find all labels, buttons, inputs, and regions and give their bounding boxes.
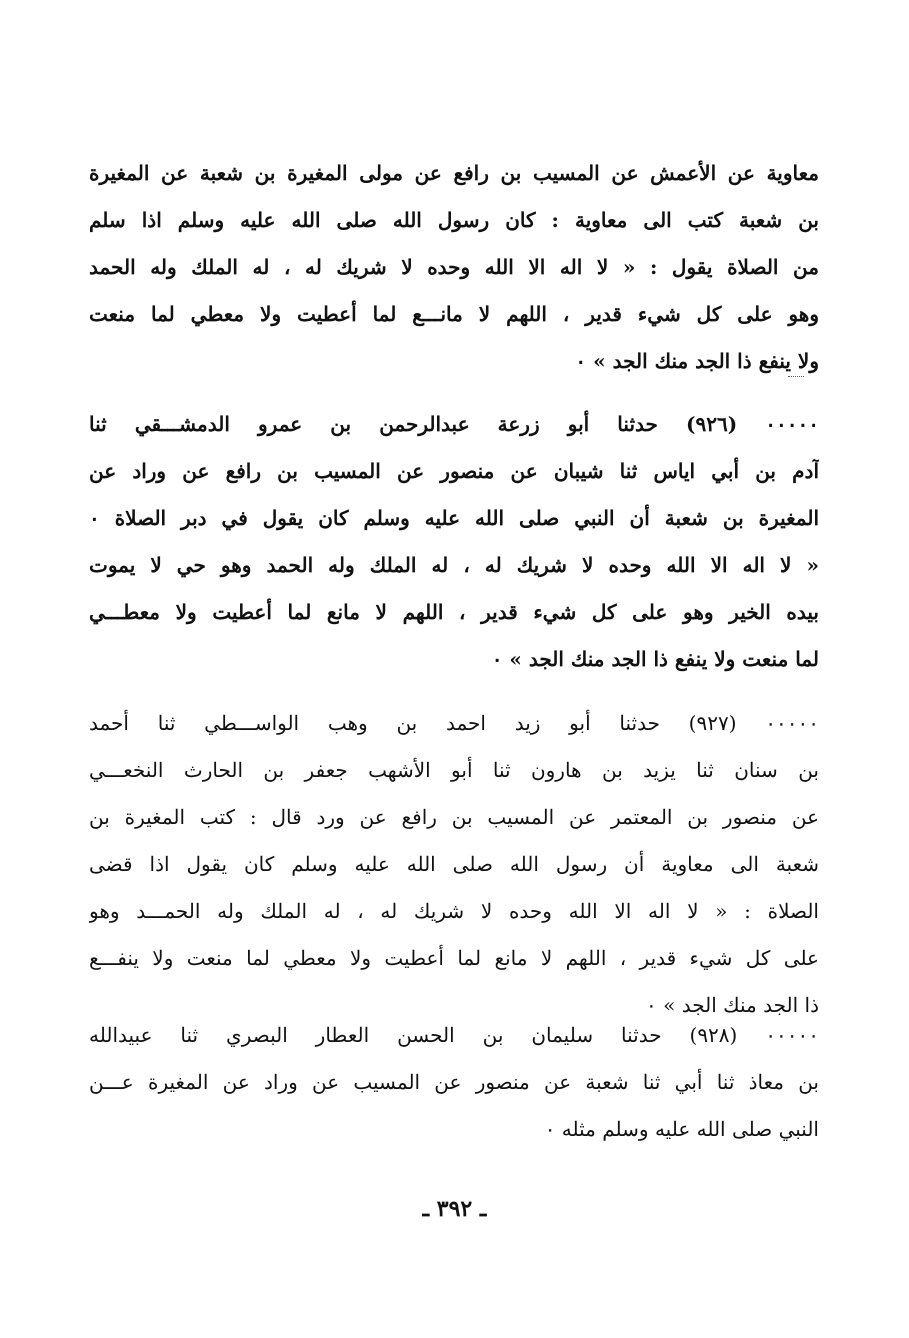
paragraph-line: معاوية عن الأعمش عن المسيب بن رافع عن مولى المغيرة بن شعبة عن المغيرة [89,161,819,185]
paragraph-line: ٠٠٠٠٠ (٩٢٦) حدثنا أبو زرعة عبدالرحمن بن عمرو الدمشـــقي ثنا [89,412,819,436]
paragraph-line: شعبة الى معاوية أن رسول الله صلى الله عليه وسلم كان يقول اذا قضى [89,852,819,876]
paragraph-line: الصلاة : « لا اله الا الله وحده لا شريك له ، له الملك وله الحمـــد وهو [89,899,819,923]
paragraph-4 [89,1012,819,1153]
paragraph-line: النبي صلى الله عليه وسلم مثله ٠ [544,1117,819,1141]
paragraph-line: ولا ينفع ذا الجد منك الجد » ٠ [575,349,819,373]
paragraph-line: عن منصور بن المعتمر عن المسيب بن رافع عن ورد قال : كتب المغيرة بن [89,805,819,829]
paragraph-3 [89,700,819,1029]
paragraph-line: ٠٠٠٠٠ (٩٢٨) حدثنا سليمان بن الحسن العطار البصري ثنا عبيدالله [89,1023,819,1047]
paragraph-line: بن شعبة كتب الى معاوية : كان رسول الله صلى الله عليه وسلم اذا سلم [89,208,819,232]
paragraph-line: ٠٠٠٠٠ (٩٢٧) حدثنا أبو زيد احمد بن وهب الواســـطي ثنا أحمد [89,711,819,735]
paragraph-line: « لا اله الا الله وحده لا شريك له ، له الملك وله الحمد وهو حي لا يموت [89,553,819,577]
paragraph-line: بن سنان ثنا يزيد بن هارون ثنا أبو الأشهب جعفر بن الحارث النخعـــي [89,758,819,782]
paragraph-1 [89,150,819,385]
page-number: ـ ٣٩٢ ـ [422,1196,487,1222]
paragraph-line: على كل شيء قدير ، اللهم لا مانع لما أعطيت ولا معطي لما منعت ولا ينفـــع [89,946,819,970]
paragraph-line: المغيرة بن شعبة أن النبي صلى الله عليه وسلم كان يقول في دبر الصلاة ٠ [89,506,819,530]
print-speck [788,376,804,379]
paragraph-line: بن معاذ ثنا أبي ثنا شعبة عن منصور عن المسيب عن وراد عن المغيرة عـــن [89,1070,819,1094]
paragraph-line: آدم بن أبي اياس ثنا شيبان عن منصور عن المسيب بن رافع عن وراد عن [89,459,819,483]
paragraph-line: لما منعت ولا ينفع ذا الجد منك الجد » ٠ [491,647,819,671]
paragraph-line: وهو على كل شيء قدير ، اللهم لا مانـــع لما أعطيت ولا معطي لما منعت [89,302,819,326]
paragraph-line: ذا الجد منك الجد » ٠ [646,993,819,1017]
paragraph-line: بيده الخير وهو على كل شيء قدير ، اللهم لا مانع لما أعطيت ولا معطـــي [89,600,819,624]
paragraph-2 [89,401,819,683]
paragraph-line: من الصلاة يقول : « لا اله الا الله وحده لا شريك له ، له الملك وله الحمد [89,255,819,279]
